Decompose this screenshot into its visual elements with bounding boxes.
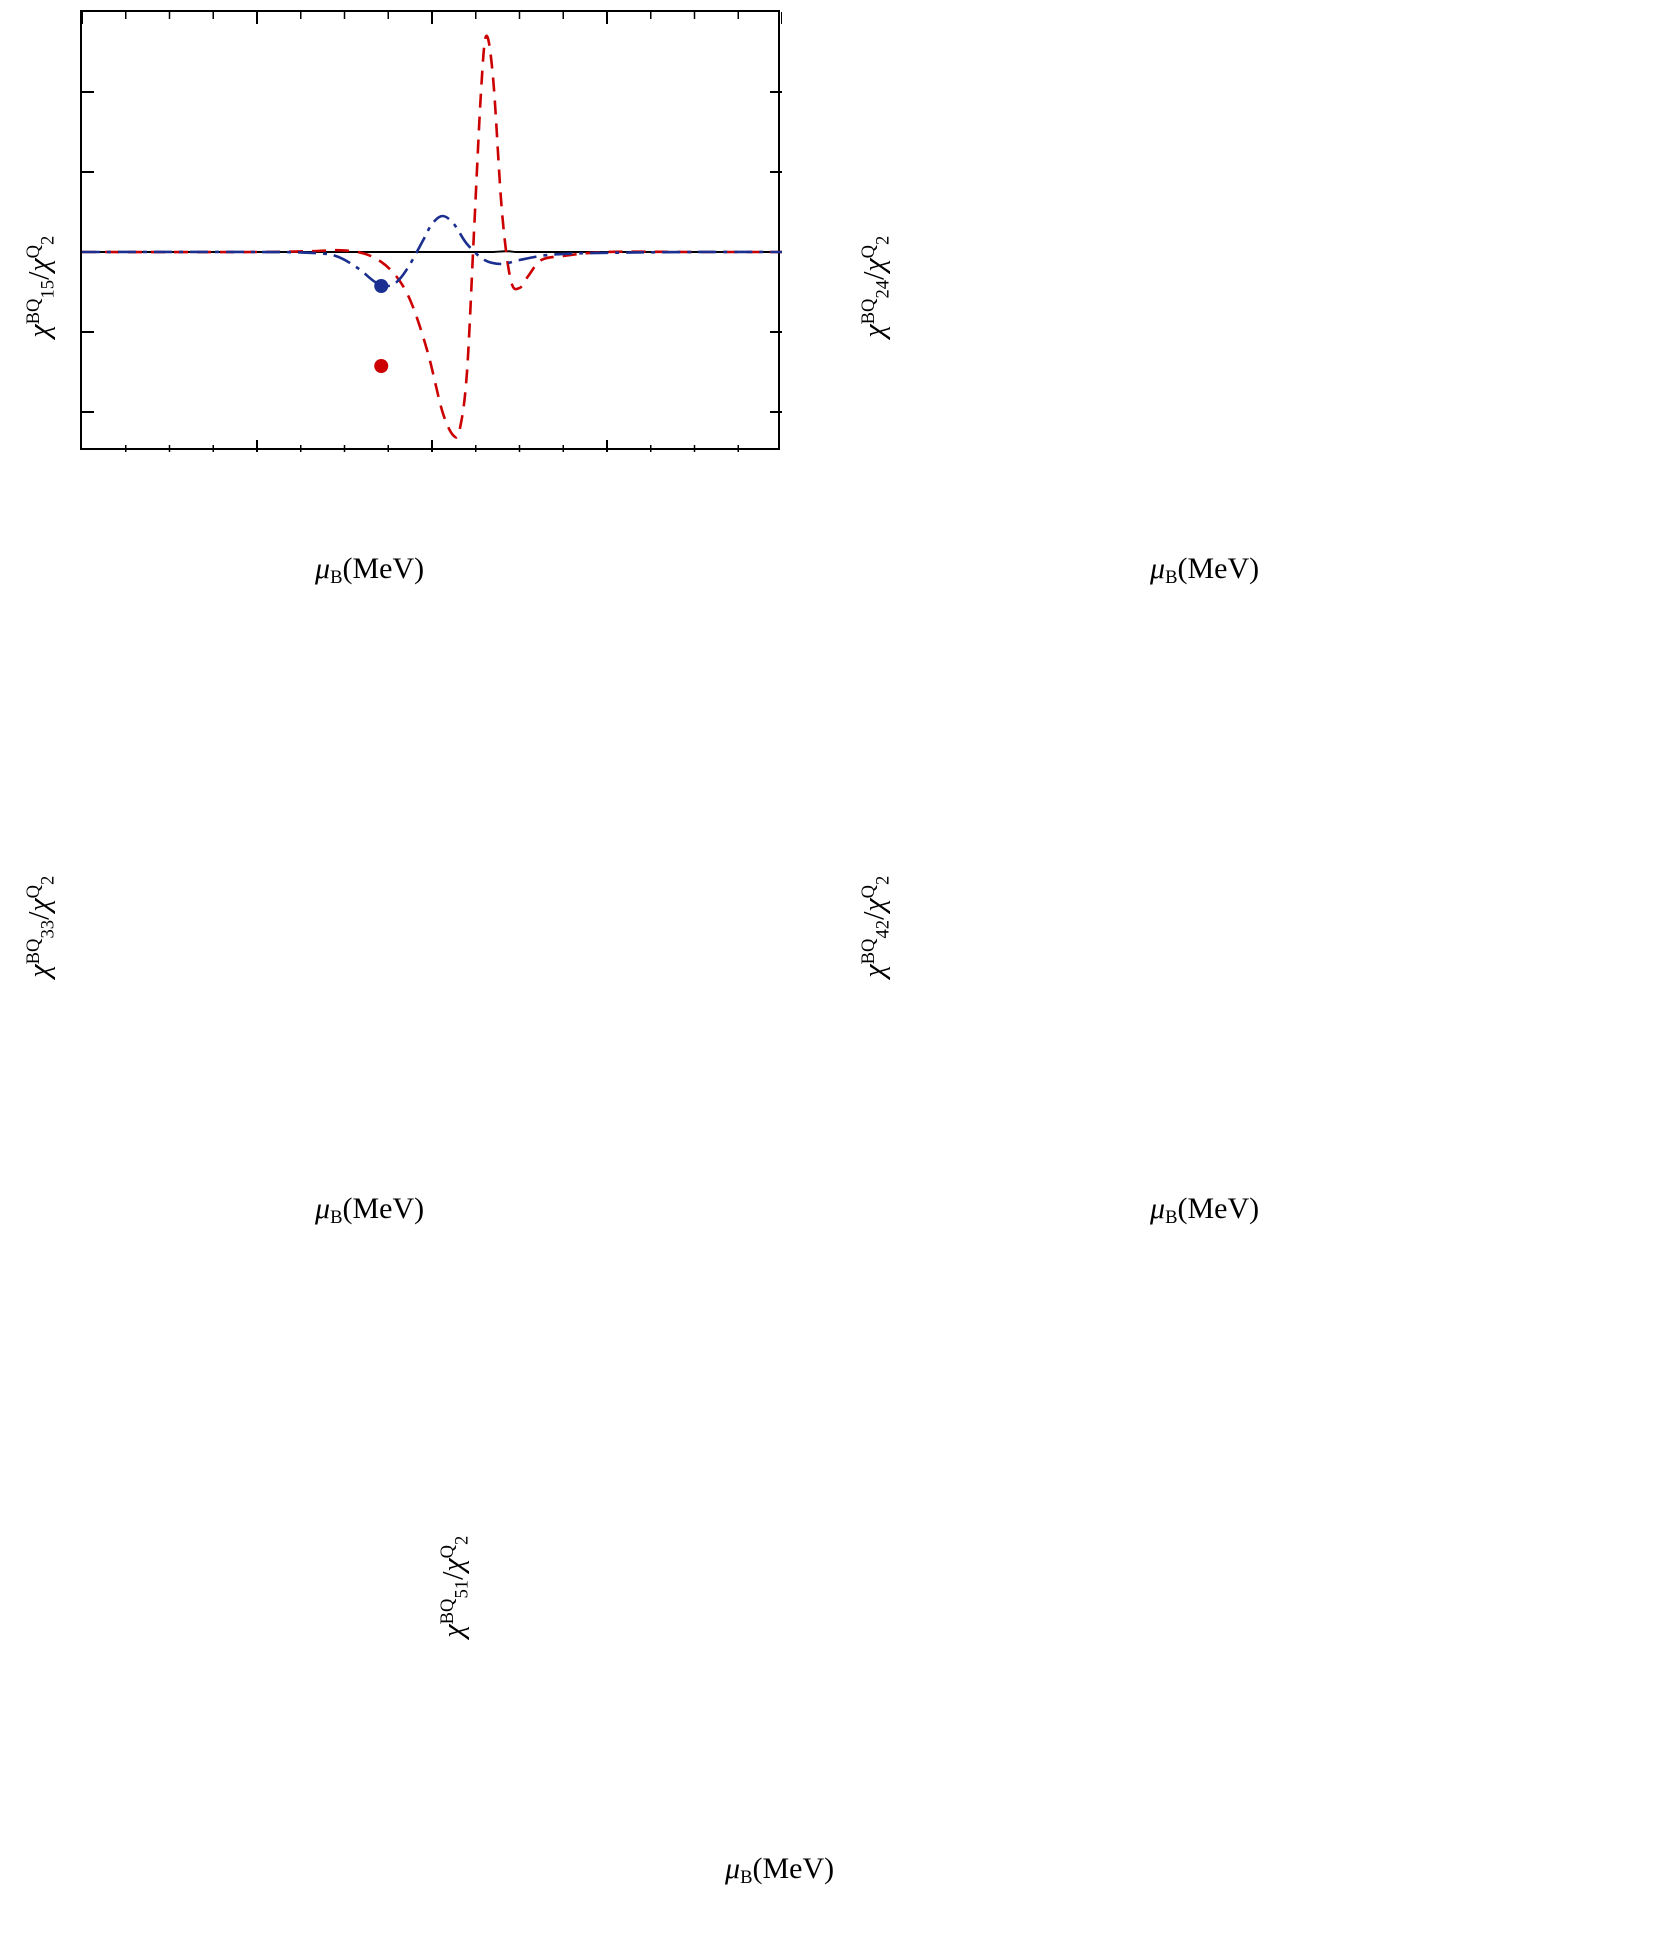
y-axis-label-24: $\chi^{BQ}_{24}/\chi^Q_2$ — [857, 235, 894, 338]
marker-red-point — [374, 359, 388, 373]
x-axis-label-15: $\mu_B(MeV)$ — [315, 552, 425, 589]
y-axis-label-42: $\chi^{BQ}_{42}/\chi^Q_2$ — [857, 875, 894, 978]
chart-panel-33 — [0, 640, 810, 1240]
plot-area-15 — [80, 10, 780, 450]
y-axis-label-51: $\chi^{BQ}_{51}/\chi^Q_2$ — [436, 1535, 473, 1638]
marker-blue-point — [374, 279, 388, 293]
chart-panel-24 — [835, 0, 1645, 600]
y-axis-label-33: $\chi^{BQ}_{33}/\chi^Q_2$ — [22, 875, 59, 978]
chart-panel-15 — [0, 0, 810, 600]
chart-panel-51 — [400, 1290, 1210, 1910]
x-axis-label-33: $\mu_B(MeV)$ — [315, 1192, 425, 1229]
chart-panel-42 — [835, 640, 1645, 1240]
x-axis-label-51: $\mu_B(MeV)$ — [725, 1852, 835, 1889]
series-t50mev — [82, 36, 782, 438]
y-axis-label-15: $\chi^{BQ}_{15}/\chi^Q_2$ — [22, 235, 59, 338]
x-axis-label-24: $\mu_B(MeV)$ — [1150, 552, 1260, 589]
x-axis-label-42: $\mu_B(MeV)$ — [1150, 1192, 1260, 1229]
